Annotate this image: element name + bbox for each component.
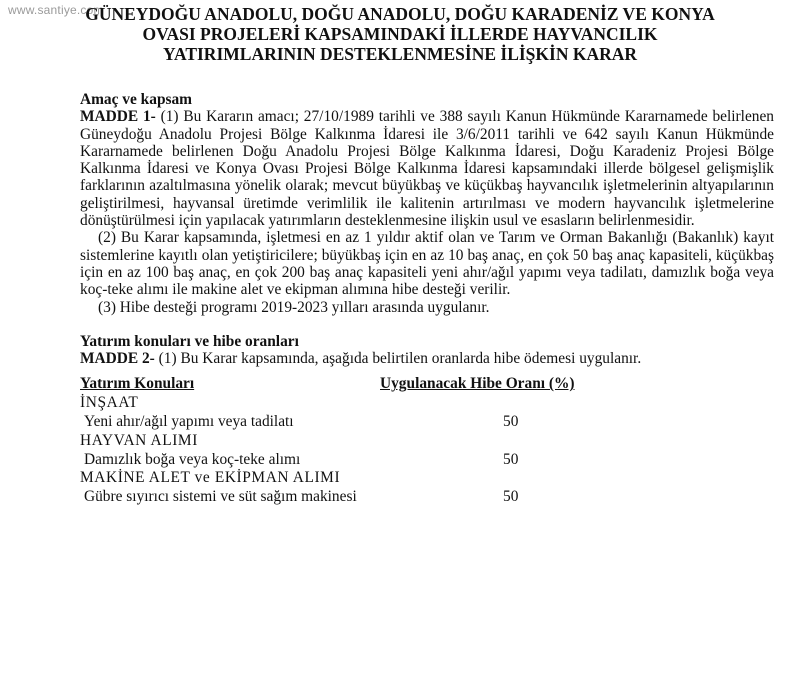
table-row: [80, 451, 575, 470]
table-value: 50: [503, 488, 519, 506]
table-item: Yeni ahır/ağıl yapımı veya tadilatı: [84, 413, 294, 431]
article-1-paragraph-1: [80, 108, 774, 229]
table-category: MAKİNE ALET ve EKİPMAN ALIMI: [80, 469, 341, 487]
article-1-p3-text: (3) Hibe desteği programı 2019-2023 yılları arasında uygulanır.: [98, 298, 490, 316]
title-line-2: OVASI PROJELERİ KAPSAMINDAKİ İLLERDE HAYVANCILIK: [142, 24, 658, 44]
watermark-text: www.santiye.com: [8, 3, 104, 17]
article-2-p1-text: (1) Bu Karar kapsamında, aşağıda belirtilen oranlarda hibe ödemesi uygulanır.: [158, 350, 642, 368]
grant-rate-table: [80, 375, 575, 507]
table-category: İNŞAAT: [80, 394, 139, 412]
article-1-label: MADDE 1-: [80, 108, 156, 126]
document-title: [0, 4, 800, 64]
table-category-row: [80, 432, 575, 451]
section-heading-purpose: Amaç ve kapsam: [80, 91, 193, 108]
table-row: [80, 413, 575, 432]
article-1-p2-text: (2) Bu Karar kapsamında, işletmesi en az 1 yıldır aktif olan ve Tarım ve Orman Bakanlığı (Bakanlık) kayıt sistemlerine kayıtlı olan yetiştiricilere; büyükbaş için en az 10 baş anaç, en çok 50 baş anaç kapasiteli, küçükbaş için en az 100 baş anaç, en çok 200 baş anaç kapasiteli yeni ahır/ağıl yapımı veya tadilatı, damızlık boğa veya koç-teke alımı ile makine alet ve ekipman alımına hibe desteği verilir.: [80, 229, 774, 299]
title-line-1: GÜNEYDOĞU ANADOLU, DOĞU ANADOLU, DOĞU KARADENİZ VE KONYA: [85, 4, 715, 24]
table-category-row: [80, 394, 575, 413]
title-line-3: YATIRIMLARININ DESTEKLENMESİNE İLİŞKİN KARAR: [162, 44, 638, 64]
table-value: 50: [503, 413, 519, 431]
table-category: HAYVAN ALIMI: [80, 431, 198, 449]
table-item: Damızlık boğa veya koç-teke alımı: [84, 450, 301, 468]
document-body: [80, 91, 774, 507]
section-heading-investment: Yatırım konuları ve hibe oranları: [80, 332, 299, 350]
article-2-paragraph-1: [80, 350, 774, 367]
table-value: 50: [503, 450, 519, 468]
table-row: [80, 488, 575, 507]
article-1-paragraph-2: [80, 229, 774, 298]
article-1-paragraph-3: [80, 299, 774, 316]
table-category-row: [80, 469, 575, 488]
article-2-label: MADDE 2-: [80, 350, 155, 368]
table-header-investment: Yatırım Konuları: [80, 375, 195, 393]
table-header-row: [80, 375, 575, 394]
table-header-rate: Uygulanacak Hibe Oranı (%): [380, 375, 575, 393]
article-1-p1-text: (1) Bu Kararın amacı; 27/10/1989 tarihli ve 388 sayılı Kanun Hükmünde Kararnamede belirlenen Güneydoğu Anadolu Projesi Bölge Kalkınma İdaresi ile 3/6/2011 tarihli ve 642 sayılı Kanun Hükmünde Kararnamede belirlenen Doğu Anadolu Projesi Bölge Kalkınma İdaresi, Doğu Karadeniz Projesi Bölge Kalkınma İdaresi ve Konya Ovası Projesi Bölge Kalkınma İdaresi kapsamındaki illerde bölgesel gelişmişlik farklarının azaltılmasına yönelik olarak; mevcut büyükbaş ve küçükbaş hayvancılık işletmelerinin altyapılarının geliştirilmesi, hayvansal üretimde verimlilik ile kalitenin artırılması ve modern hayvancılık işletmelerine dönüştürülmesi için yapılacak yatırımların desteklenmesine ilişkin usul ve esasların belirlenmesidir.: [80, 108, 774, 230]
table-item: Gübre sıyırıcı sistemi ve süt sağım makinesi: [84, 488, 357, 506]
